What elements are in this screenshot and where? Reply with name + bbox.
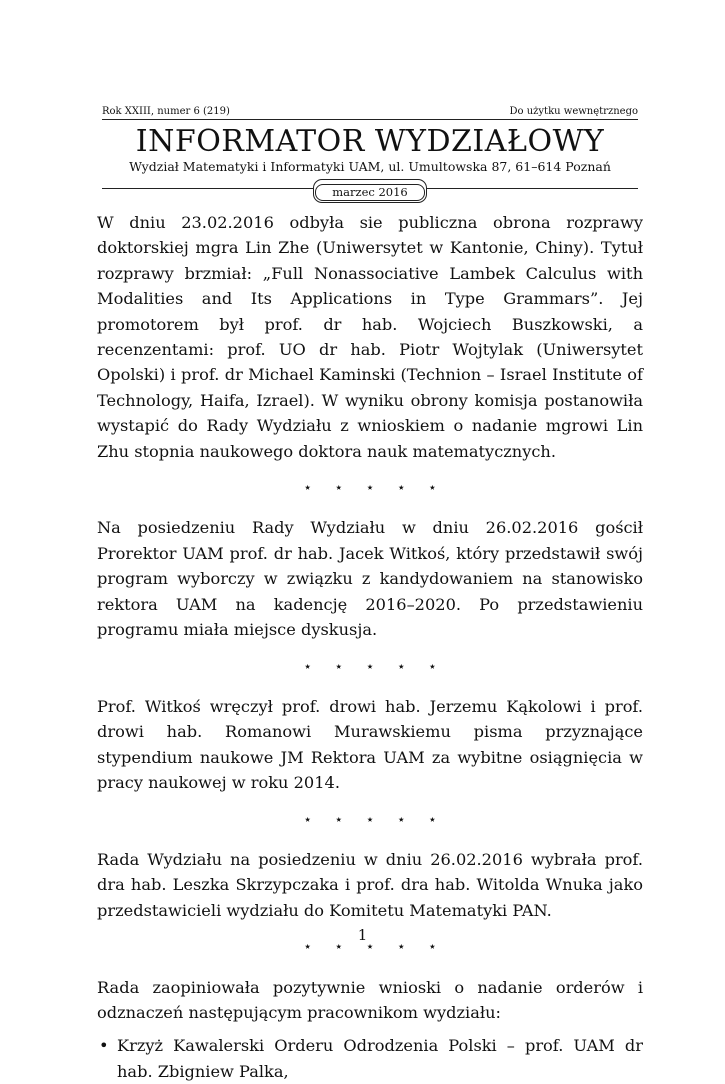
internal-use-note: Do użytku wewnętrznego — [509, 106, 638, 117]
page-number: 1 — [357, 926, 368, 944]
paragraph-council-meeting: Na posiedzeniu Rady Wydziału w dniu 26.02.2016 gościł Prorektor UAM prof. dr hab. Jacek Witkoś, który przedstawił swój program wyborczy w związku z kandydowaniem na stanowisko rektora UAM na kadencję 2016–2020. Po przedstawieniu programu miała miejsce dyskusja. — [97, 518, 643, 640]
bullet-icon: • — [99, 1036, 109, 1056]
section-separator: ⋆ ⋆ ⋆ ⋆ ⋆ — [303, 939, 437, 956]
paragraph-defense: W dniu 23.02.2016 odbyła sie publiczna obrona rozprawy doktorskiej mgra Lin Zhe (Uniwersytet w Kantonie, Chiny). Tytuł rozprawy brzmiał: „Full Nonassociative Lambek Calculus with Modalities and Its Applications in Type Grammars”. Jej promotorem był prof. dr hab. Wojciech Buszkowski, a recenzentami: prof. UO dr hab. Piotr Wojtylak (Uniwersytet Opolski) i prof. dr Michael Kaminski (Technion – Israel Institute of Technology, Haifa, Izrael). W wyniku obrony komisja postanowiła wystapić do Rady Wydziału z wnioskiem o nadanie mgrowi Lin Zhu stopnia naukowego doktora nauk matematycznych. — [97, 213, 643, 461]
masthead — [102, 125, 638, 199]
paragraph-pan-committee: Rada Wydziału na posiedzeniu w dniu 26.02.2016 wybrała prof. dra hab. Leszka Skrzypczaka i prof. dra hab. Witolda Wnuka jako przedstawicieli wydziału do Komitetu Matematyki PAN. — [97, 849, 643, 920]
paragraph-scholarships: Prof. Witkoś wręczył prof. drowi hab. Jerzemu Kąkolowi i prof. drowi hab. Romanowi Murawskiemu pisma przyznające stypendium naukowe JM Rektora UAM za wybitne osiągnięcia w pracy naukowej w roku 2014. — [97, 696, 643, 793]
issue-date: marzec 2016 — [315, 184, 425, 201]
date-badge — [313, 179, 427, 203]
date-row — [102, 179, 638, 199]
newsletter-title: INFORMATOR WYDZIAŁOWY — [135, 124, 605, 159]
list-item — [97, 1033, 643, 1084]
awards-list — [97, 1033, 643, 1084]
issue-number: Rok XXIII, numer 6 (219) — [102, 106, 230, 117]
list-item-text: Krzyż Kawalerski Orderu Odrodzenia Polski – prof. UAM dr hab. Zbigniew Palka, — [117, 1036, 643, 1081]
section-separator: ⋆ ⋆ ⋆ ⋆ ⋆ — [303, 658, 437, 675]
section-separator: ⋆ ⋆ ⋆ ⋆ ⋆ — [303, 480, 437, 497]
header-top-line — [102, 106, 638, 120]
faculty-address: Wydział Matematyki i Informatyki UAM, ul. Umultowska 87, 61–614 Poznań — [129, 159, 611, 174]
article-body — [97, 210, 643, 1084]
paragraph-awards: Rada zaopiniowała pozytywnie wnioski o nadanie orderów i odznaczeń następującym pracownikom wydziału: — [97, 977, 643, 1022]
section-separator: ⋆ ⋆ ⋆ ⋆ ⋆ — [303, 811, 437, 828]
